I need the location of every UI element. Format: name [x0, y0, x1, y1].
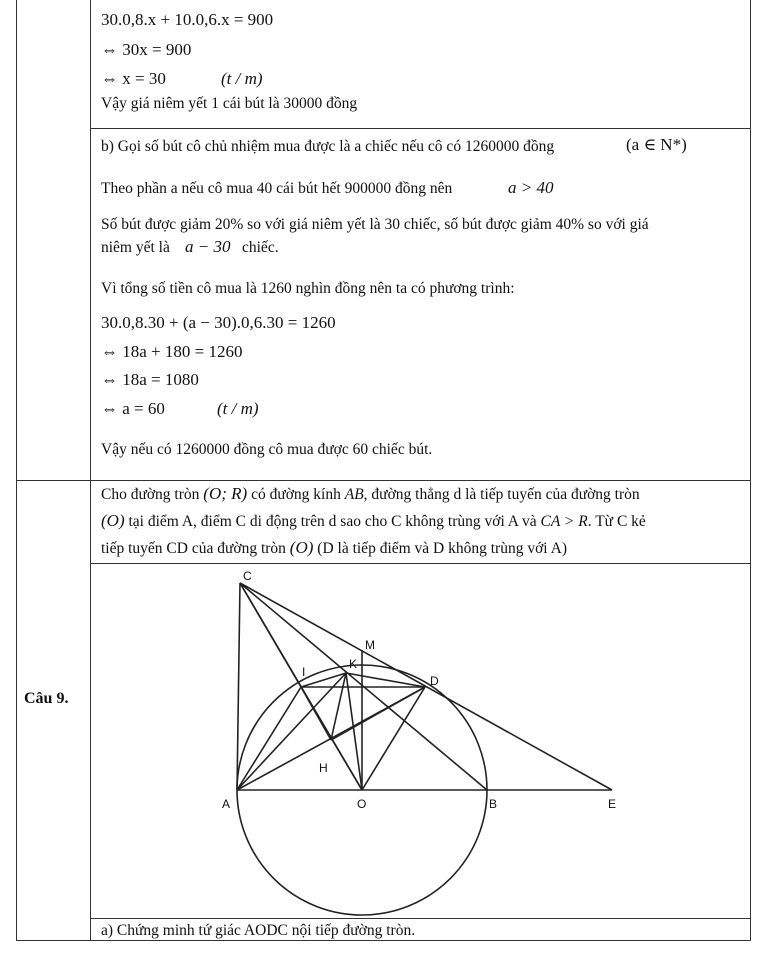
equation-line: ⇔ a = 60 [101, 399, 165, 418]
equation-line: ⇔ 18a + 180 = 1260 [101, 342, 243, 361]
equation-line: ⇔ 30x = 900 [101, 40, 192, 59]
point-label-O: O [357, 797, 367, 811]
point-label-A: A [222, 797, 231, 811]
question-part-a: a) Chứng minh tứ giác AODC nội tiếp đường tròn. [101, 922, 416, 939]
answer-sentence: Vậy nếu có 1260000 đồng cô mua được 60 chiếc bút. [101, 441, 433, 458]
equation-line: ⇔ 18a = 1080 [101, 370, 199, 389]
equation-line: 30.0,8.30 + (a − 30).0,6.30 = 1260 [101, 313, 336, 332]
inline-math: a − 30 [185, 237, 231, 256]
equation-note: (t / m) [221, 69, 263, 88]
segment-HD [331, 687, 425, 740]
paragraph: Theo phần a nếu cô mua 40 cái bút hết 900000 đồng nên [101, 180, 453, 197]
paragraph: Số bút được giảm 20% so với giá niêm yết là 30 chiếc, số bút được giảm 40% so với giá [101, 216, 649, 233]
point-label-H: H [319, 761, 328, 775]
equation-note: (t / m) [217, 399, 259, 418]
part-b-intro: b) Gọi số bút cô chủ nhiệm mua được là a chiếc nếu cô có 1260000 đồng [101, 138, 555, 155]
question-label: Câu 9. [24, 690, 69, 707]
problem-statement: (O) tại điểm A, điểm C di động trên d sao cho C không trùng với A và CA > R. Từ C kẻ [101, 511, 646, 530]
segment-CI [240, 583, 301, 687]
segment-KO [346, 673, 362, 790]
paragraph: niêm yết là [101, 239, 170, 256]
point-label-K: K [349, 657, 358, 671]
point-label-I: I [302, 665, 306, 679]
problem-statement: Cho đường tròn (O; R) có đường kính AB, đường thẳng d là tiếp tuyến của đường tròn [101, 484, 640, 503]
tangent-AC [237, 583, 240, 790]
inline-math: a > 40 [508, 178, 554, 197]
segment-DO [362, 687, 425, 790]
point-label-E: E [608, 797, 617, 811]
segment-AI [237, 687, 301, 790]
segment-AK [237, 673, 346, 790]
point-label-M: M [365, 638, 375, 652]
paragraph: chiếc. [242, 239, 279, 256]
paragraph: Vì tổng số tiền cô mua là 1260 nghìn đồng nên ta có phương trình: [101, 280, 515, 297]
segment-KH [331, 673, 346, 740]
equation-line: ⇔ x = 30 [101, 69, 166, 88]
equation-line: 30.0,8.x + 10.0,6.x = 900 [101, 10, 274, 29]
segment-IO [301, 687, 362, 790]
point-label-C: C [243, 569, 252, 583]
point-label-D: D [430, 674, 439, 688]
segment-CE [240, 583, 612, 790]
problem-statement: tiếp tuyến CD của đường tròn (O) (D là tiếp điểm và D không trùng với A) [101, 538, 567, 557]
part-b-condition: (a ∈ N*) [626, 135, 687, 154]
point-label-B: B [489, 797, 498, 811]
answer-sentence: Vậy giá niêm yết 1 cái bút là 30000 đồng [101, 95, 358, 112]
